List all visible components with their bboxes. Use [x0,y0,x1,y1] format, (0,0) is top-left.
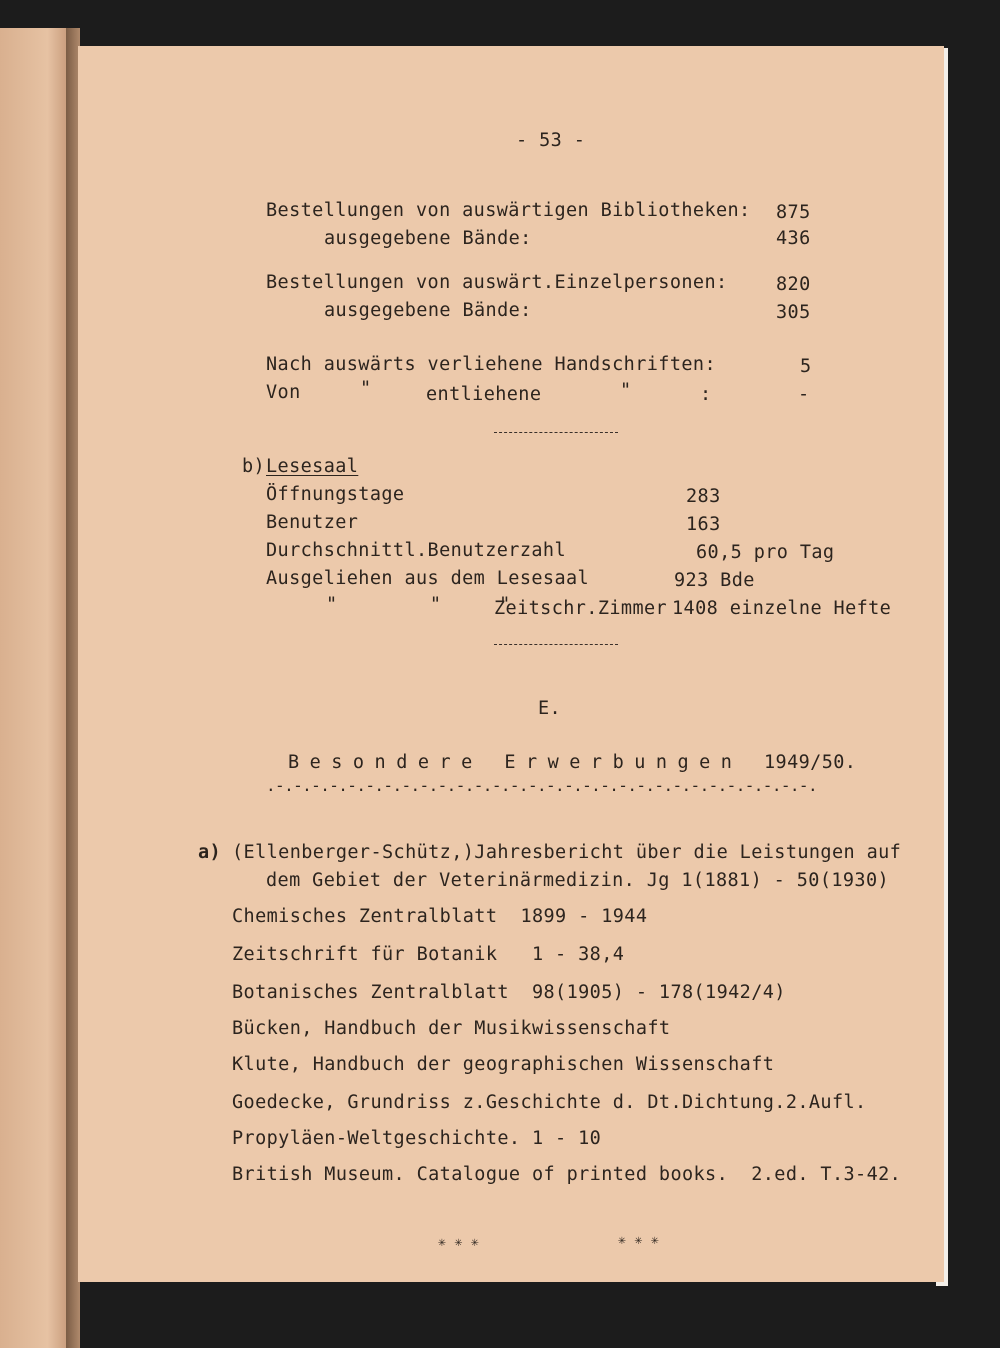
section-letter: E. [538,698,562,719]
footer-ornament: ✳ ✳ ✳ [438,1235,480,1250]
section-divider [494,432,618,433]
loan-label-issued-2: ausgegebene Bände: [324,300,532,321]
acquisition-item: Chemisches Zentralblatt 1899 - 1944 [232,906,648,927]
page-number: - 53 - [516,130,586,151]
loan-value-libraries: 875 [776,202,811,223]
reading-room-heading: Lesesaal [266,456,359,477]
reading-room-label: Öffnungstage [266,484,405,505]
section-title: Besondere Erwerbungen [288,752,743,773]
loan-label-libraries: Bestellungen von auswärtigen Bibliotheken: [266,200,751,221]
loan-value-issued-2: 305 [776,302,811,323]
reading-room-value: 60,5 pro Tag [696,542,835,563]
list-marker: a) [198,842,222,863]
reading-room-label: Durchschnittl.Benutzerzahl [266,540,566,561]
loan-value-individuals: 820 [776,274,811,295]
loan-label-borrowed: entliehene [426,384,542,405]
acquisition-item: Klute, Handbuch der geographischen Wissenschaft [232,1054,775,1075]
acquisition-first-line: (Ellenberger-Schütz,)Jahresbericht über die Leistungen auf [232,842,902,863]
acquisition-item: British Museum. Catalogue of printed books. 2.ed. T.3-42. [232,1164,902,1185]
loan-value-borrowed: - [798,384,810,405]
reading-room-value: 923 Bde [674,570,755,591]
footer-ornament: ✳ ✳ ✳ [618,1233,660,1248]
reading-room-label: Benutzer [266,512,359,533]
loan-value-manuscripts-out: 5 [800,356,812,377]
ditto-mark: " [620,380,632,401]
reading-room-value: 283 [686,486,721,507]
reading-room-label: Zeitschr.Zimmer [494,598,668,619]
loan-value-issued-1: 436 [776,228,811,249]
loan-label-individuals: Bestellungen von auswärt.Einzelpersonen: [266,272,728,293]
loan-label-manuscripts-out: Nach auswärts verliehene Handschriften: [266,354,716,375]
acquisition-item: Bücken, Handbuch der Musikwissenschaft [232,1018,671,1039]
acquisition-second-line: dem Gebiet der Veterinärmedizin. Jg 1(1881) - 50(1930) [266,870,890,891]
reading-room-value: 163 [686,514,721,535]
section-rule: .-.-.-.-.-.-.-.-.-.-.-.-.-.-.-.-.-.-.-.-.-.-.-.-.-.-.-.-.-.-. [266,776,818,795]
reading-room-label: Ausgeliehen aus dem Lesesaal [266,568,590,589]
acquisition-item: Botanisches Zentralblatt 98(1905) - 178(1942/4) [232,982,786,1003]
ditto-marks: " " " [326,594,511,615]
acquisition-item: Propyläen-Weltgeschichte. 1 - 10 [232,1128,602,1149]
document-page [78,46,944,1282]
reading-room-prefix: b) [242,456,266,477]
colon-mark: : [700,384,712,405]
loan-label-von: Von [266,382,301,403]
left-page-edge [0,28,68,1348]
acquisition-item: Zeitschrift für Botanik 1 - 38,4 [232,944,625,965]
section-year: 1949/50. [764,752,857,773]
reading-room-value: 1408 einzelne Hefte [672,598,892,619]
loan-label-issued-1: ausgegebene Bände: [324,228,532,249]
section-divider [494,644,618,645]
acquisition-item: Goedecke, Grundriss z.Geschichte d. Dt.Dichtung.2.Aufl. [232,1092,867,1113]
ditto-mark: " [360,378,372,399]
